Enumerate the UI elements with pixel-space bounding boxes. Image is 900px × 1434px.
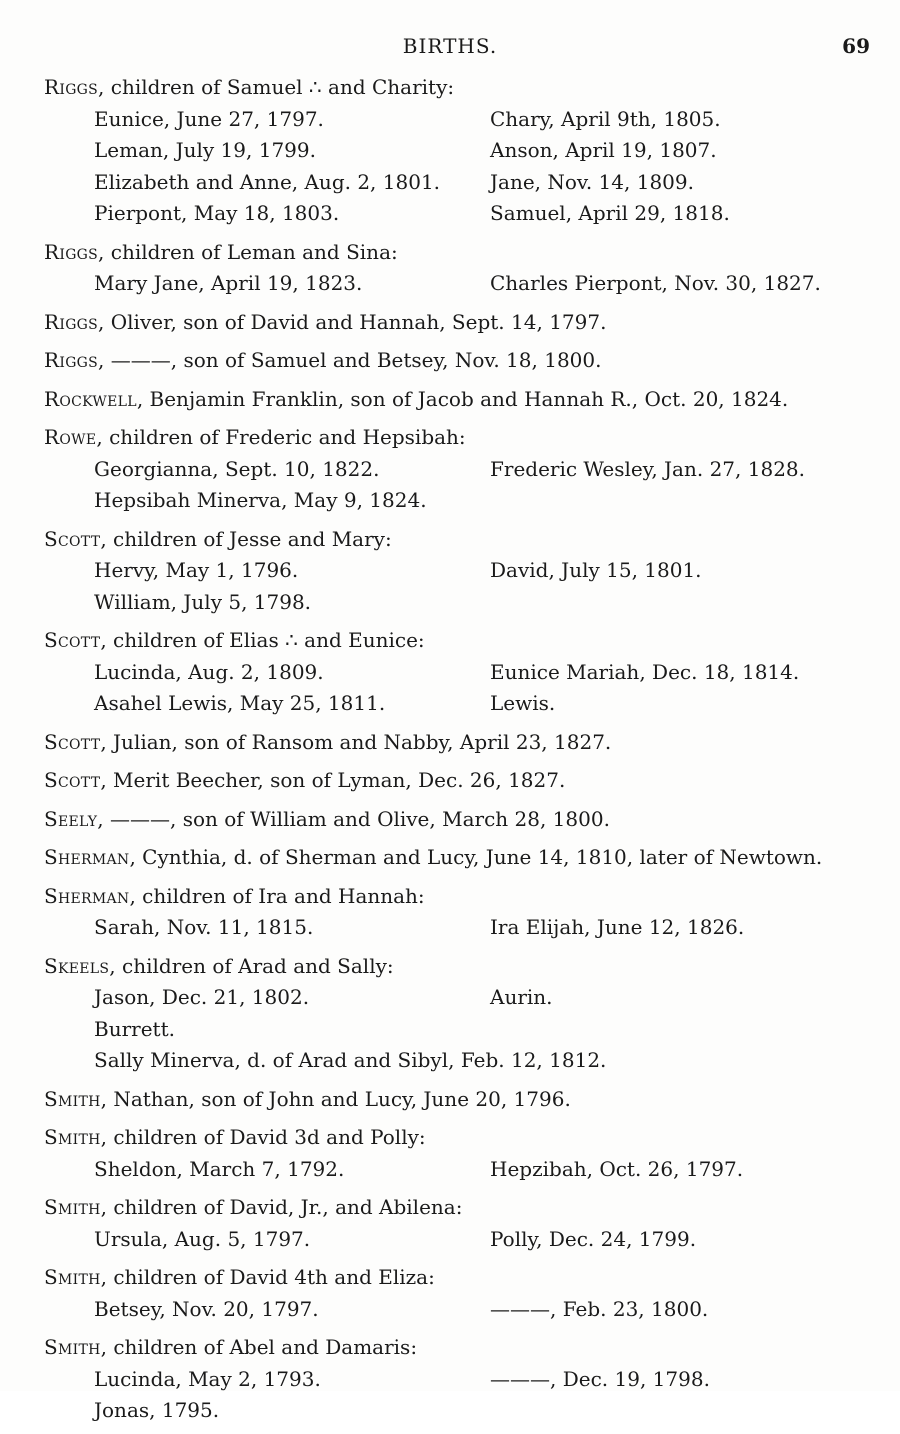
record-entry: [44, 951, 884, 1077]
child-row: [44, 1154, 884, 1186]
record-entry: [44, 1084, 884, 1116]
record-detail: , children of Ira and Hannah:: [129, 883, 425, 908]
surname: Smith: [44, 1086, 101, 1111]
surname: Smith: [44, 1265, 101, 1289]
record-heading: [44, 72, 884, 104]
surname: Skeels: [44, 953, 110, 978]
child-entry: Anson, April 19, 1807.: [490, 138, 717, 162]
record-detail: , children of Arad and Sally:: [109, 953, 394, 978]
child-entry: Jason, Dec. 21, 1802.: [94, 985, 310, 1009]
child-entry-full: Sally Minerva, d. of Arad and Sibyl, Feb. 12, 1812.: [94, 1048, 607, 1072]
child-row: [44, 1294, 884, 1326]
record-detail: , ———, son of Samuel and Betsey, Nov. 18, 1800.: [98, 348, 602, 372]
child-entry: Leman, July 19, 1799.: [94, 138, 316, 162]
record-heading: [44, 524, 884, 556]
child-entry: Hepsibah Minerva, May 9, 1824.: [94, 488, 427, 512]
child-entry: Pierpont, May 18, 1803.: [94, 201, 340, 225]
record-heading: [44, 881, 884, 913]
record-entry: [44, 1262, 884, 1325]
surname: Sherman: [44, 883, 130, 908]
surname: Scott: [44, 729, 101, 754]
surname: Smith: [44, 1125, 101, 1149]
record-entry: [44, 765, 884, 797]
record-heading: [44, 1122, 884, 1154]
record-heading: [44, 1192, 884, 1224]
surname: Scott: [44, 526, 101, 551]
record-heading: [44, 422, 884, 454]
record-heading: [44, 345, 884, 377]
record-detail: , Merit Beecher, son of Lyman, Dec. 26, 1827.: [100, 768, 566, 792]
child-entry: Burrett.: [94, 1016, 175, 1041]
record-detail: , children of Samuel ∴ and Charity:: [98, 75, 455, 99]
child-row: [44, 454, 884, 486]
child-row: [44, 167, 884, 199]
record-entry: [44, 72, 884, 230]
surname: Rowe: [44, 425, 97, 449]
child-entry: Lucinda, Aug. 2, 1809.: [94, 659, 324, 684]
record-detail: , Nathan, son of John and Lucy, June 20, 1796.: [100, 1086, 571, 1111]
record-detail: , children of Abel and Damaris:: [100, 1335, 418, 1359]
child-entry: William, July 5, 1798.: [94, 589, 312, 614]
child-entry: Lucinda, May 2, 1793.: [94, 1366, 321, 1391]
record-heading: [44, 765, 884, 797]
record-entry: [44, 1122, 884, 1185]
record-detail: , children of David, Jr., and Abilena:: [100, 1195, 463, 1219]
record-heading: [44, 1084, 884, 1116]
child-entry: Sheldon, March 7, 1792.: [94, 1156, 345, 1181]
surname: Smith: [44, 1335, 101, 1359]
record-entry: [44, 307, 884, 339]
child-entry: Chary, April 9th, 1805.: [490, 106, 721, 131]
child-entry: Polly, Dec. 24, 1799.: [490, 1226, 697, 1251]
record-heading: [44, 1262, 884, 1294]
record-heading: [44, 804, 884, 836]
child-entry: Charles Pierpont, Nov. 30, 1827.: [490, 271, 821, 295]
record-heading: [44, 307, 884, 339]
child-row: [44, 198, 884, 230]
record-detail: , children of Leman and Sina:: [98, 239, 398, 264]
page-number: 69: [842, 34, 870, 58]
surname: Riggs: [44, 309, 99, 334]
record-entry: [44, 842, 884, 874]
child-row: [44, 1395, 884, 1427]
child-row: [44, 555, 884, 587]
record-entry: [44, 727, 884, 759]
child-entry: ———, Dec. 19, 1798.: [490, 1366, 710, 1391]
record-entry: [44, 625, 884, 720]
surname: Riggs: [44, 75, 99, 99]
record-entry: [44, 345, 884, 377]
child-row: [44, 587, 884, 619]
child-entry: Mary Jane, April 19, 1823.: [94, 271, 363, 295]
page-title: BIRTHS.: [402, 34, 498, 58]
record-detail: , children of David 4th and Eliza:: [100, 1265, 435, 1289]
birth-entries: [44, 72, 884, 1434]
child-row: [44, 1224, 884, 1256]
record-entry: [44, 804, 884, 836]
child-entry: Betsey, Nov. 20, 1797.: [94, 1296, 319, 1321]
surname: Sherman: [44, 845, 130, 869]
record-heading: [44, 237, 884, 269]
surname: Riggs: [44, 348, 99, 372]
child-entry: Asahel Lewis, May 25, 1811.: [94, 691, 386, 715]
record-entry: [44, 384, 884, 416]
child-row: [44, 657, 884, 689]
record-heading: [44, 384, 884, 416]
child-entry: Lewis.: [490, 691, 556, 715]
child-entry: Georgianna, Sept. 10, 1822.: [94, 456, 380, 481]
surname: Rockwell: [44, 386, 137, 411]
record-entry: [44, 1332, 884, 1427]
record-detail: , ———, son of William and Olive, March 28, 1800.: [97, 806, 610, 831]
record-heading: [44, 842, 884, 874]
child-entry: Hervy, May 1, 1796.: [94, 558, 299, 582]
child-row: [44, 104, 884, 136]
record-heading: [44, 951, 884, 983]
record-detail: , Cynthia, d. of Sherman and Lucy, June 14, 1810, later of Newtown.: [129, 845, 823, 869]
record-entry: [44, 524, 884, 619]
surname: Riggs: [44, 239, 99, 264]
child-entry: Jane, Nov. 14, 1809.: [490, 169, 694, 194]
child-row: [44, 688, 884, 720]
record-entry: [44, 881, 884, 944]
child-entry: Samuel, April 29, 1818.: [490, 201, 730, 225]
child-row: [44, 135, 884, 167]
record-heading: [44, 625, 884, 657]
record-detail: , children of Elias ∴ and Eunice:: [100, 628, 425, 652]
child-entry: Aurin.: [490, 985, 553, 1009]
record-entry: [44, 237, 884, 300]
record-entry: [44, 422, 884, 517]
surname: Seely: [44, 806, 98, 831]
record-detail: , children of David 3d and Polly:: [100, 1125, 426, 1149]
child-entry: Hepzibah, Oct. 26, 1797.: [490, 1156, 744, 1181]
surname: Scott: [44, 768, 101, 792]
surname: Scott: [44, 628, 101, 652]
child-row: [44, 485, 884, 517]
record-detail: , Benjamin Franklin, son of Jacob and Hannah R., Oct. 20, 1824.: [136, 386, 789, 411]
child-entry: Sarah, Nov. 11, 1815.: [94, 915, 314, 939]
child-entry: Eunice Mariah, Dec. 18, 1814.: [490, 659, 800, 684]
child-entry: Jonas, 1795.: [94, 1398, 220, 1422]
record-detail: , children of Jesse and Mary:: [100, 526, 392, 551]
child-row: [44, 1364, 884, 1396]
record-entry: [44, 1192, 884, 1255]
record-detail: , Julian, son of Ransom and Nabby, April 23, 1827.: [100, 729, 612, 754]
child-row: [44, 982, 884, 1014]
child-entry: Eunice, June 27, 1797.: [94, 106, 324, 131]
surname: Smith: [44, 1195, 101, 1219]
record-detail: , Oliver, son of David and Hannah, Sept. 14, 1797.: [98, 309, 607, 334]
child-row: [44, 912, 884, 944]
child-entry: David, July 15, 1801.: [490, 558, 702, 582]
record-heading: [44, 727, 884, 759]
record-heading: [44, 1332, 884, 1364]
record-detail: , children of Frederic and Hepsibah:: [96, 425, 466, 449]
page-header: [0, 34, 900, 64]
child-entry: Elizabeth and Anne, Aug. 2, 1801.: [94, 169, 441, 194]
child-row: [44, 1014, 884, 1046]
child-entry: Ira Elijah, June 12, 1826.: [490, 915, 745, 939]
child-entry: Frederic Wesley, Jan. 27, 1828.: [490, 456, 805, 481]
child-entry: ———, Feb. 23, 1800.: [490, 1296, 709, 1321]
child-entry: Ursula, Aug. 5, 1797.: [94, 1226, 311, 1251]
child-row: [44, 268, 884, 300]
